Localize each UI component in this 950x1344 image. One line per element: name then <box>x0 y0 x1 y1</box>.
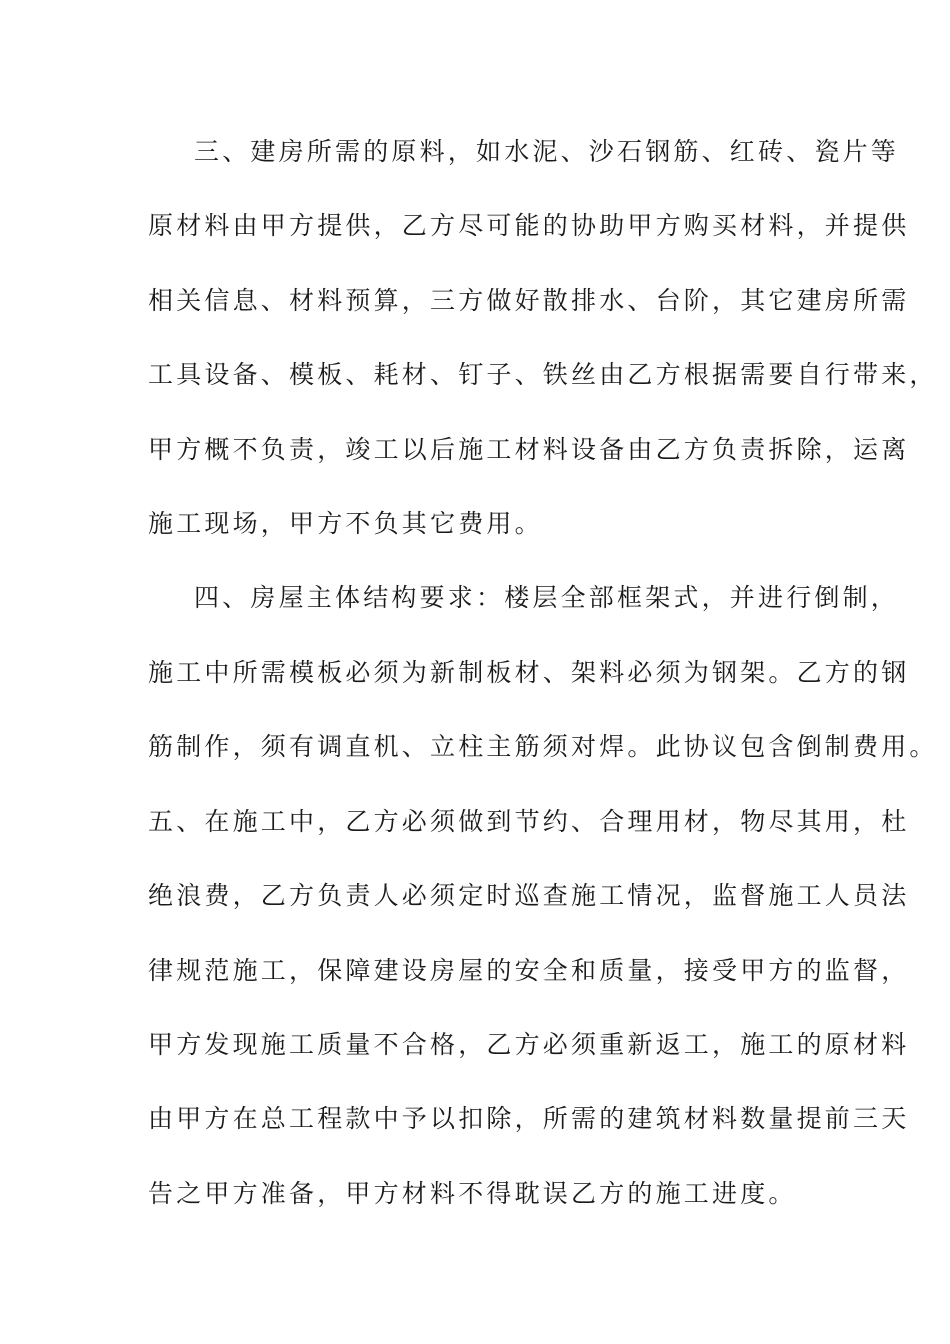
text-line: 五、在施工中，乙方必须做到节约、合理用材，物尽其用，杜 <box>148 807 910 836</box>
text-line: 三、建房所需的原料，如水泥、沙石钢筋、红砖、瓷片等 <box>194 137 900 166</box>
text-line: 施工中所需模板必须为新制板材、架料必须为钢架。乙方的钢 <box>148 658 910 687</box>
text-line: 四、房屋主体结构要求：楼层全部框架式，并进行倒制， <box>194 583 900 612</box>
text-line: 甲方发现施工质量不合格，乙方必须重新返工，施工的原材料 <box>148 1030 910 1059</box>
text-line: 原材料由甲方提供，乙方尽可能的协助甲方购买材料，并提供 <box>148 211 910 240</box>
text-line: 由甲方在总工程款中予以扣除，所需的建筑材料数量提前三天 <box>148 1104 910 1133</box>
text-line: 告之甲方准备，甲方材料不得耽误乙方的施工进度。 <box>148 1179 797 1208</box>
text-line: 律规范施工，保障建设房屋的安全和质量，接受甲方的监督， <box>148 956 910 985</box>
text-line: 相关信息、材料预算，三方做好散排水、台阶，其它建房所需 <box>148 286 910 315</box>
text-line: 绝浪费，乙方负责人必须定时巡查施工情况，监督施工人员法 <box>148 881 910 910</box>
text-line: 甲方概不负责，竣工以后施工材料设备由乙方负责拆除，运离 <box>148 435 910 464</box>
text-line: 工具设备、模板、耗材、钉子、铁丝由乙方根据需要自行带来， <box>148 360 938 389</box>
text-line: 施工现场，甲方不负其它费用。 <box>148 509 543 538</box>
text-line: 筋制作，须有调直机、立柱主筋须对焊。此协议包含倒制费用。 <box>148 732 938 761</box>
